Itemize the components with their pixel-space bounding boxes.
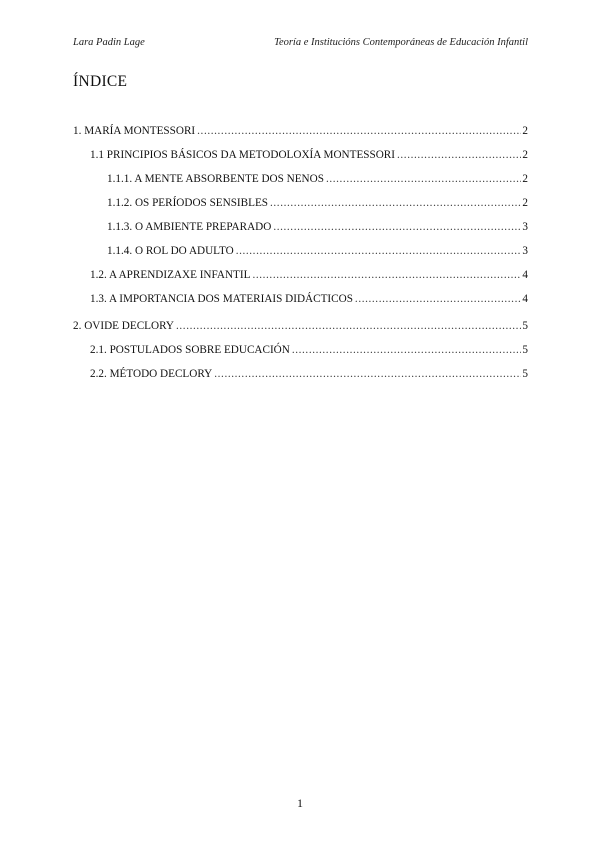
toc-entry-page: 3 [522,245,528,257]
toc-entry-ambiente-preparado[interactable] [73,220,528,244]
toc-entry-page: 5 [522,320,528,332]
toc-entry-label: 1.1 PRINCIPIOS BÁSICOS DA METODOLOXÍA MONTESSORI [90,149,395,161]
toc-entry-principios-basicos[interactable] [73,148,528,172]
toc-dot-leader [326,172,521,186]
toc-entry-postulados-educacion[interactable] [73,343,528,367]
toc-entry-maria-montessori[interactable] [73,124,528,148]
toc-dot-leader [397,148,521,162]
toc-entry-page: 5 [522,344,528,356]
toc-dot-leader [273,220,521,234]
toc-title: ÍNDICE [73,73,128,90]
toc-entry-aprendizaxe-infantil[interactable] [73,268,528,292]
toc-entry-label: 1.1.1. A MENTE ABSORBENTE DOS NENOS [107,173,324,185]
toc-entry-label: 2.1. POSTULADOS SOBRE EDUCACIÓN [90,344,290,356]
toc-entry-mente-absorbente[interactable] [73,172,528,196]
table-of-contents [73,124,528,391]
page-header [73,37,528,53]
toc-dot-leader [292,343,522,357]
toc-entry-label: 1. MARÍA MONTESSORI [73,125,196,137]
toc-entry-materiais-didacticos[interactable] [73,292,528,316]
header-author: Lara Padin Lage [73,37,145,48]
toc-entry-label: 2. OVIDE DECLORY [73,320,174,332]
toc-entry-label: 2.2. MÉTODO DECLORY [90,368,213,380]
toc-dot-leader [355,292,521,306]
toc-dot-leader [236,244,522,258]
page-number: 1 [297,796,303,810]
toc-dot-leader [214,367,521,381]
toc-entry-label: 1.1.4. O ROL DO ADULTO [107,245,234,257]
toc-dot-leader [176,319,521,333]
toc-entry-page: 4 [522,269,528,281]
toc-entry-periodos-sensibles[interactable] [73,196,528,220]
toc-entry-label: 1.1.3. O AMBIENTE PREPARADO [107,221,272,233]
toc-entry-ovide-declory[interactable] [73,319,528,343]
toc-entry-metodo-declory[interactable] [73,367,528,391]
toc-entry-rol-do-adulto[interactable] [73,244,528,268]
toc-entry-label: 1.1.2. OS PERÍODOS SENSIBLES [107,197,269,209]
toc-entry-page: 2 [522,125,528,137]
toc-entry-label: 1.2. A APRENDIZAXE INFANTIL [90,269,251,281]
toc-entry-page: 3 [522,221,528,233]
toc-entry-page: 2 [522,149,528,161]
toc-dot-leader [270,196,521,210]
toc-entry-label: 1.3. A IMPORTANCIA DOS MATERIAIS DIDÁCTICOS [90,293,353,305]
toc-entry-page: 2 [522,173,528,185]
header-course-title: Teoría e Institucións Contemporáneas de Educación Infantil [274,37,528,48]
toc-entry-page: 5 [522,368,528,380]
toc-dot-leader [197,124,521,138]
toc-entry-page: 4 [522,293,528,305]
toc-dot-leader [252,268,521,282]
toc-entry-page: 2 [522,197,528,209]
